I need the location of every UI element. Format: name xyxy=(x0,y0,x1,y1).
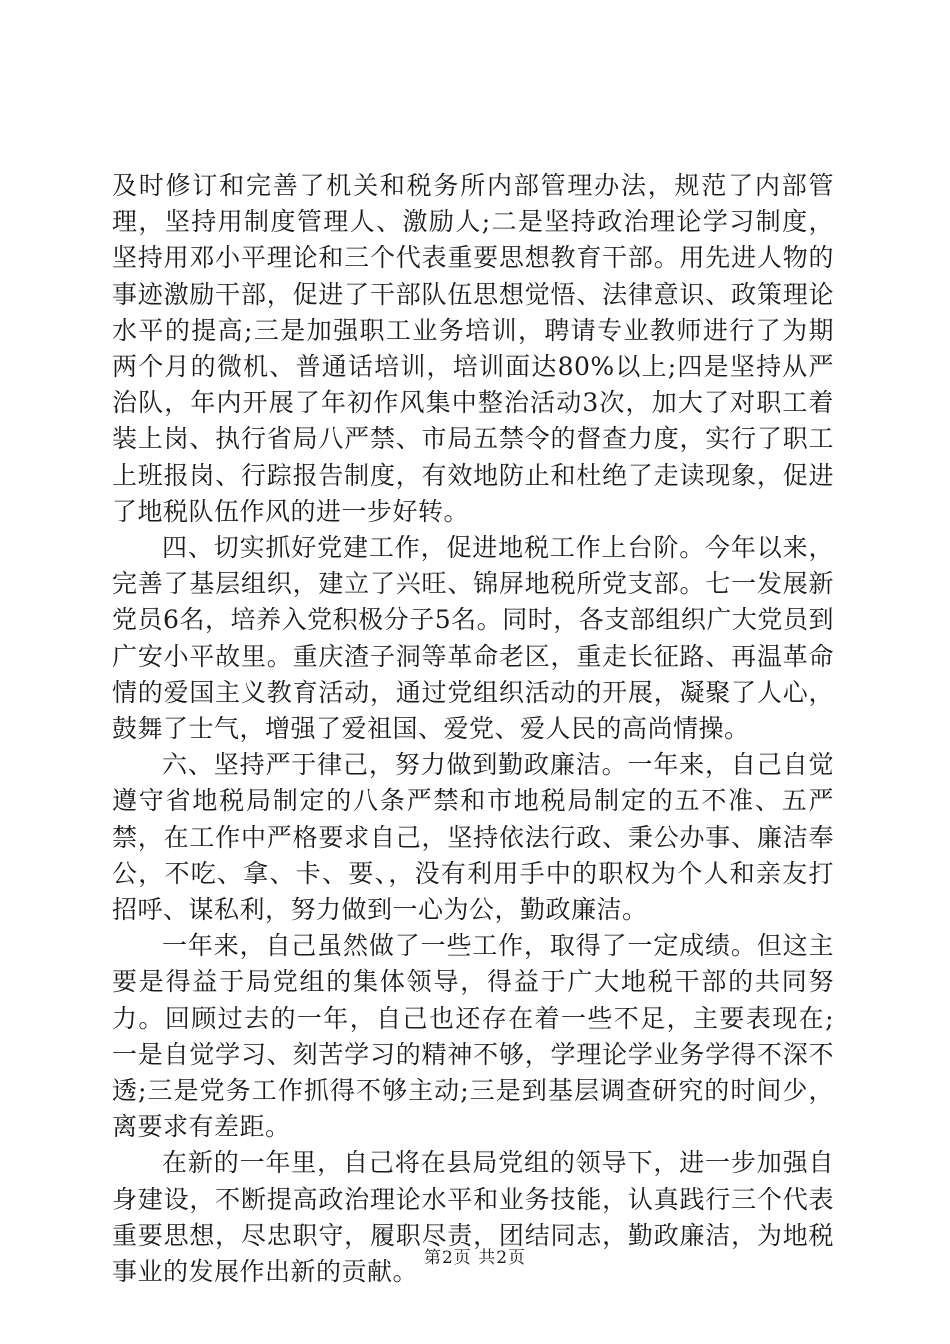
paragraph: 及时修订和完善了机关和税务所内部管理办法，规范了内部管理，坚持用制度管理人、激励人;二是坚持政治理论学习制度，坚持用邓小平理论和三个代表重要思想教育干部。用先进人物的事迹激励干部，促进了干部队伍思想觉悟、法律意识、政策理论水平的提高;三是加强职工业务培训，聘请专业教师进行了为期两个月的微机、普通话培训，培训面达80%以上;四是坚持从严治队，年内开展了年初作风集中整治活动3次，加大了对职工着装上岗、执行省局八严禁、市局五禁令的督查力度，实行了职工上班报岗、行踪报告制度，有效地防止和杜绝了走读现象，促进了地税队伍作风的进一步好转。 xyxy=(112,171,834,526)
page-number-footer: 第2页 共2页 xyxy=(423,1248,527,1268)
paragraph: 四、切实抓好党建工作，促进地税工作上台阶。今年以来，完善了基层组织，建立了兴旺、锦屏地税所党支部。七一发展新党员6名，培养入党积极分子5名。同时，各支部组织广大党员到广安小平故里。重庆渣子洞等革命老区，重走长征路、再温革命情的爱国主义教育活动，通过党组织活动的开展，凝聚了人心，鼓舞了士气，增强了爱祖国、爱党、爱人民的高尚情操。 xyxy=(112,533,834,744)
paragraph: 六、坚持严于律己，努力做到勤政廉洁。一年来，自己自觉遵守省地税局制定的八条严禁和市地税局制定的五不准、五严禁，在工作中严格要求自己，坚持依法行政、秉公办事、廉洁奉公，不吃、拿、卡、要、，没有利用手中的职权为个人和亲友打招呼、谋私利，努力做到一心为公，勤政廉洁。 xyxy=(112,750,834,925)
paragraph: 在新的一年里，自己将在县局党组的领导下，进一步加强自身建设，不断提高政治理论水平和业务技能，认真践行三个代表重要思想，尽忠职守，履职尽责，团结同志，勤政廉洁，为地税事业的发展作出新的贡献。 xyxy=(112,1148,834,1287)
paragraph: 一年来，自己虽然做了一些工作，取得了一定成绩。但这主要是得益于局党组的集体领导，得益于广大地税干部的共同努力。回顾过去的一年，自己也还存在着一些不足，主要表现在;一是自觉学习、刻苦学习的精神不够，学理论学业务学得不深不透;三是党务工作抓得不够主动;三是到基层调查研究的时间少，离要求有差距。 xyxy=(112,931,834,1142)
document-body xyxy=(112,168,834,1290)
